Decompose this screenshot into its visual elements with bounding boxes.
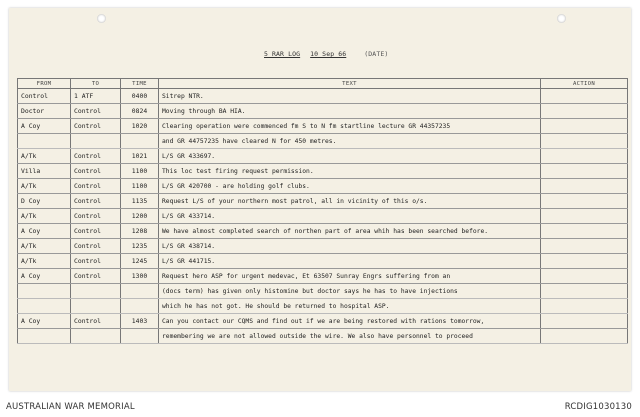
cell-time: 0400	[121, 89, 159, 104]
cell-time: 1403	[121, 314, 159, 329]
cell-to: Control	[71, 254, 121, 269]
cell-action	[541, 119, 628, 134]
cell-action	[541, 329, 628, 344]
cell-text: remembering we are not allowed outside the wire. We also have personnel to proceed	[159, 329, 541, 344]
cell-from: A Coy	[18, 314, 71, 329]
cell-from: A/Tk	[18, 149, 71, 164]
cell-to: Control	[71, 119, 121, 134]
cell-from	[18, 284, 71, 299]
cell-from	[18, 134, 71, 149]
cell-action	[541, 209, 628, 224]
cell-to: Control	[71, 164, 121, 179]
cell-from: A Coy	[18, 269, 71, 284]
cell-action	[541, 314, 628, 329]
cell-from: A Coy	[18, 119, 71, 134]
cell-from: A/Tk	[18, 209, 71, 224]
cell-time: 1208	[121, 224, 159, 239]
cell-text: We have almost completed search of northen part of area whih has been searched before.	[159, 224, 541, 239]
cell-time: 1300	[121, 269, 159, 284]
punch-hole	[97, 14, 106, 23]
log-table	[17, 78, 628, 344]
table-row	[18, 239, 628, 254]
table-row	[18, 164, 628, 179]
table-row	[18, 119, 628, 134]
cell-time	[121, 284, 159, 299]
log-unit: 5 RAR LOG	[264, 50, 301, 58]
table-row	[18, 89, 628, 104]
cell-action	[541, 194, 628, 209]
col-time-header: TIME	[121, 79, 159, 89]
cell-text: L/S GR 441715.	[159, 254, 541, 269]
table-row	[18, 179, 628, 194]
cell-to	[71, 329, 121, 344]
cell-from: Doctor	[18, 104, 71, 119]
table-row	[18, 149, 628, 164]
cell-action	[541, 134, 628, 149]
cell-action	[541, 239, 628, 254]
table-row	[18, 269, 628, 284]
cell-time: 1100	[121, 164, 159, 179]
cell-to: Control	[71, 194, 121, 209]
cell-action	[541, 254, 628, 269]
cell-to: Control	[71, 179, 121, 194]
cell-time: 1245	[121, 254, 159, 269]
cell-text: Moving through BA HIA.	[159, 104, 541, 119]
cell-from: A/Tk	[18, 254, 71, 269]
cell-to: 1 ATF	[71, 89, 121, 104]
cell-from: Villa	[18, 164, 71, 179]
cell-to: Control	[71, 149, 121, 164]
col-action-header: ACTION	[541, 79, 628, 89]
cell-time	[121, 299, 159, 314]
cell-to: Control	[71, 314, 121, 329]
cell-to: Control	[71, 239, 121, 254]
cell-text: Sitrep NTR.	[159, 89, 541, 104]
cell-to	[71, 134, 121, 149]
cell-text: and GR 44757235 have cleared N for 450 metres.	[159, 134, 541, 149]
table-row	[18, 254, 628, 269]
cell-text: L/S GR 433714.	[159, 209, 541, 224]
cell-text: L/S GR 420700 - are holding golf clubs.	[159, 179, 541, 194]
table-row	[18, 329, 628, 344]
cell-text: This loc test firing request permission.	[159, 164, 541, 179]
cell-text: Request L/S of your northern most patrol, all in vicinity of this o/s.	[159, 194, 541, 209]
col-to-header: TO	[71, 79, 121, 89]
cell-text: (docs term) has given only histomine but doctor says he has to have injections	[159, 284, 541, 299]
cell-time	[121, 134, 159, 149]
cell-text: Clearing operation were commenced fm S to N fm startline lecture GR 44357235	[159, 119, 541, 134]
cell-time: 1020	[121, 119, 159, 134]
cell-from	[18, 329, 71, 344]
cell-from: A/Tk	[18, 239, 71, 254]
cell-to: Control	[71, 104, 121, 119]
cell-time	[121, 329, 159, 344]
cell-from: Control	[18, 89, 71, 104]
cell-text: which he has not got. He should be returned to hospital ASP.	[159, 299, 541, 314]
cell-action	[541, 224, 628, 239]
cell-to: Control	[71, 209, 121, 224]
cell-time: 1100	[121, 179, 159, 194]
cell-time: 1200	[121, 209, 159, 224]
col-text-header: TEXT	[159, 79, 541, 89]
cell-text: L/S GR 438714.	[159, 239, 541, 254]
cell-text: L/S GR 433697.	[159, 149, 541, 164]
table-row	[18, 314, 628, 329]
cell-action	[541, 89, 628, 104]
table-row	[18, 224, 628, 239]
cell-to	[71, 284, 121, 299]
cell-time: 0824	[121, 104, 159, 119]
table-row	[18, 299, 628, 314]
table-row	[18, 134, 628, 149]
log-body	[18, 89, 628, 344]
cell-action	[541, 149, 628, 164]
footer-credit: AUSTRALIAN WAR MEMORIAL	[6, 402, 135, 412]
cell-from: A Coy	[18, 224, 71, 239]
cell-from: A/Tk	[18, 179, 71, 194]
document-sheet	[9, 8, 631, 391]
cell-text: Request hero ASP for urgent medevac, Et 63507 Sunray Engrs suffering from an	[159, 269, 541, 284]
cell-text: Can you contact our CQMS and find out if we are being restored with rations tomorrow,	[159, 314, 541, 329]
footer-record-id: RCDIG1030130	[564, 402, 632, 412]
cell-action	[541, 299, 628, 314]
cell-time: 1135	[121, 194, 159, 209]
cell-action	[541, 164, 628, 179]
date-label: (DATE)	[364, 50, 389, 58]
cell-to: Control	[71, 224, 121, 239]
log-header	[264, 50, 444, 58]
punch-hole	[557, 14, 566, 23]
cell-to: Control	[71, 269, 121, 284]
col-from-header: FROM	[18, 79, 71, 89]
cell-time: 1021	[121, 149, 159, 164]
cell-action	[541, 269, 628, 284]
cell-from	[18, 299, 71, 314]
table-row	[18, 104, 628, 119]
cell-action	[541, 284, 628, 299]
table-header-row	[18, 79, 628, 89]
table-row	[18, 209, 628, 224]
cell-action	[541, 179, 628, 194]
log-date: 10 Sep 66	[310, 50, 347, 58]
table-row	[18, 194, 628, 209]
cell-to	[71, 299, 121, 314]
cell-action	[541, 104, 628, 119]
cell-from: D Coy	[18, 194, 71, 209]
table-row	[18, 284, 628, 299]
cell-time: 1235	[121, 239, 159, 254]
